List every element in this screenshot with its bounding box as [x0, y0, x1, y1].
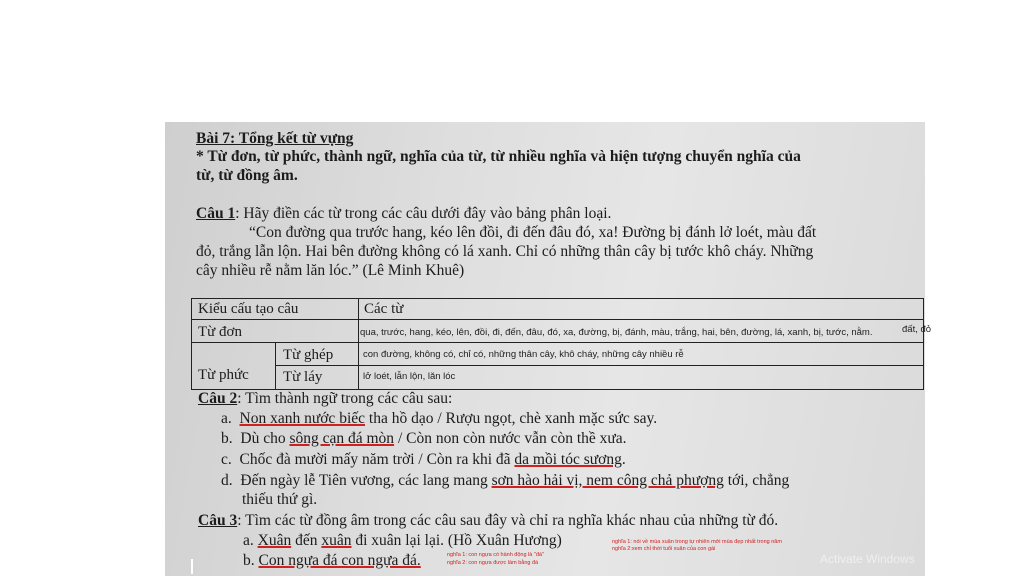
classification-table	[191, 298, 924, 390]
table-divider	[358, 299, 359, 389]
header-type: Kiểu cấu tạo câu	[198, 301, 299, 317]
topic-line-1: * Từ đơn, từ phức, thành ngữ, nghĩa của từ, từ nhiều nghĩa và hiện tượng chuyển nghĩa của	[196, 148, 801, 165]
single-words-overflow: đất, đỏ	[902, 324, 932, 335]
single-words-answer: qua, trước, hang, kéo, lên, đồi, đi, đến, đâu, đó, xa, đường, bị, đánh, màu, trắng, hai, bên, đường, lá, xanh, bị, tước, nằm.	[360, 327, 873, 338]
table-header-row	[192, 299, 923, 320]
homonym-a-meaning-2: nghĩa 2:xem chỉ thời tuổi xuân của con gái	[612, 546, 716, 552]
quote-line-1: “Con đường qua trước hang, kéo lên đồi, đi đến đâu đó, xa! Đường bị đánh lở loét, màu đất	[249, 224, 817, 241]
question-2-prompt: Câu 2: Tìm thành ngữ trong các câu sau:	[198, 390, 453, 407]
question-3-prompt: Câu 3: Tìm các từ đồng âm trong các câu sau đây và chỉ ra nghĩa khác nhau của những từ đó.	[198, 512, 779, 529]
homonym-item-b: b. Con ngựa đá con ngựa đá.	[243, 552, 421, 569]
idiom-item-b: b. Dù cho sông cạn đá mòn / Còn non còn nước vẫn còn thề xưa.	[221, 430, 627, 447]
activation-watermark: Activate Windows	[820, 552, 915, 566]
quote-line-2: đỏ, trắng lẫn lộn. Hai bên đường không có lá xanh. Chỉ có những thân cây bị tước khô cháy. Những	[196, 243, 814, 260]
table-subdivider	[275, 343, 276, 389]
idiom-item-a: a. Non xanh nước biếc tha hồ dạo / Rượu ngọt, chè xanh mặc sức say.	[221, 410, 658, 427]
question-1-prompt: Câu 1: Hãy điền các từ trong các câu dưới đây vào bảng phân loại.	[196, 205, 612, 222]
homonym-item-a: a. Xuân đến xuân đi xuân lại lại. (Hồ Xuân Hương)	[243, 532, 562, 549]
homonym-b-meaning-1: nghĩa 1: con ngựa có hành động là "đá"	[447, 552, 544, 558]
cursor-mark	[191, 557, 193, 575]
idiom-item-c: c. Chốc đà mười mấy năm trời / Còn ra khi đã da mồi tóc sương.	[221, 451, 626, 468]
sublabel-reduplicative: Từ láy	[283, 369, 323, 385]
quote-line-3: cây nhiều rễ nằm lăn lóc.” (Lê Minh Khuê)	[196, 262, 465, 279]
reduplicative-words-answer: lở loét, lẫn lộn, lăn lóc	[363, 371, 456, 382]
compound-words-answer: con đường, không có, chỉ có, những thân cây, khô cháy, những cây nhiều rễ	[363, 349, 684, 360]
idiom-item-d: d. Đến ngày lễ Tiên vương, các lang mang sơn hào hải vị, nem công chả phượng tới, chẳng	[221, 472, 790, 489]
row-label-compound: Từ phức	[198, 367, 249, 383]
homonym-a-meaning-1: nghĩa 1: nói về mùa xuân trong tự nhiên mới mùa đẹp nhất trong năm	[612, 539, 782, 545]
sublabel-compound: Từ ghép	[283, 347, 334, 363]
worksheet-photo	[165, 122, 925, 576]
lesson-title: Bài 7: Tổng kết từ vựng	[196, 130, 354, 147]
header-words: Các từ	[364, 301, 404, 317]
idiom-item-d-line-2: thiếu thứ gì.	[242, 491, 318, 508]
row-label-single: Từ đơn	[198, 324, 242, 340]
homonym-b-meaning-2: nghĩa 2: con ngựa được làm bằng đá	[447, 560, 539, 566]
topic-line-2: từ, từ đồng âm.	[196, 167, 298, 184]
